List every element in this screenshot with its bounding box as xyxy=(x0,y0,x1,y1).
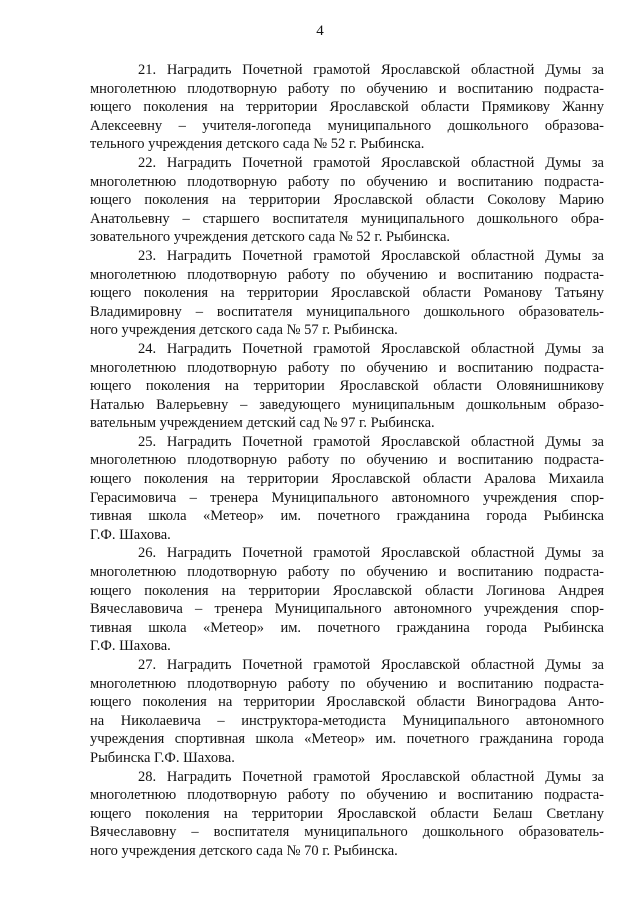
award-paragraph xyxy=(90,656,604,768)
paragraph-line: ющего поколения на территории Ярославской области Прямикову Жанну xyxy=(90,99,604,116)
paragraph-line: 26. Наградить Почетной грамотой Ярославской областной Думы за xyxy=(138,545,604,562)
paragraph-line: Г.Ф. Шахова. xyxy=(90,638,171,655)
award-paragraph xyxy=(90,768,604,861)
paragraph-line: многолетнюю плодотворную работу по обучению и воспитанию подраста- xyxy=(90,359,604,376)
award-paragraph xyxy=(90,544,604,656)
paragraph-line: ного учреждения детского сада № 57 г. Рыбинска. xyxy=(90,322,398,339)
paragraph-line: ющего поколения на территории Ярославской области Логинова Андрея xyxy=(90,582,604,599)
paragraph-line: многолетнюю плодотворную работу по обучению и воспитанию подраста- xyxy=(90,80,604,97)
paragraph-line: многолетнюю плодотворную работу по обучению и воспитанию подраста- xyxy=(90,266,604,283)
paragraph-line: Вячеславовича – тренера Муниципального автономного учреждения спор- xyxy=(90,601,604,618)
paragraph-line: ющего поколения на территории Ярославской области Виноградова Анто- xyxy=(90,694,604,711)
paragraph-line: Герасимовича – тренера Муниципального автономного учреждения спор- xyxy=(90,489,604,506)
paragraph-line: ющего поколения на территории Ярославской области Белаш Светлану xyxy=(90,805,604,822)
paragraph-line: ющего поколения на территории Ярославской области Оловянишникову xyxy=(90,378,604,395)
paragraph-line: 23. Наградить Почетной грамотой Ярославской областной Думы за xyxy=(138,247,604,264)
paragraph-line: Наталью Валерьевну – заведующего муниципальным дошкольным образо- xyxy=(90,396,604,413)
paragraph-line: многолетнюю плодотворную работу по обучению и воспитанию подраста- xyxy=(90,452,604,469)
paragraph-line: учреждения спортивная школа «Метеор» им. почетного гражданина города xyxy=(90,731,604,748)
paragraph-line: ющего поколения на территории Ярославской области Аралова Михаила xyxy=(90,471,604,488)
paragraph-line: 28. Наградить Почетной грамотой Ярославской областной Думы за xyxy=(138,768,604,785)
paragraph-line: ного учреждения детского сада № 70 г. Рыбинска. xyxy=(90,842,398,859)
paragraph-line: тивная школа «Метеор» им. почетного гражданина города Рыбинска xyxy=(90,508,604,525)
paragraph-line: на Николаевича – инструктора-методиста Муниципального автономного xyxy=(90,712,604,729)
paragraph-line: тивная школа «Метеор» им. почетного гражданина города Рыбинска xyxy=(90,619,604,636)
paragraph-line: зовательного учреждения детского сада № 52 г. Рыбинска. xyxy=(90,229,451,246)
paragraph-line: ющего поколения на территории Ярославской области Романову Татьяну xyxy=(90,285,604,302)
paragraph-line: тельного учреждения детского сада № 52 г. Рыбинска. xyxy=(90,136,425,153)
document-body xyxy=(90,61,604,861)
paragraph-line: многолетнюю плодотворную работу по обучению и воспитанию подраста- xyxy=(90,564,604,581)
paragraph-line: Г.Ф. Шахова. xyxy=(90,526,171,543)
paragraph-line: многолетнюю плодотворную работу по обучению и воспитанию подраста- xyxy=(90,173,604,190)
paragraph-line: Владимировну – воспитателя муниципального дошкольного образователь- xyxy=(90,303,604,320)
award-paragraph xyxy=(90,340,604,433)
paragraph-line: 27. Наградить Почетной грамотой Ярославской областной Думы за xyxy=(138,657,604,673)
page-number: 4 xyxy=(316,23,324,39)
award-paragraph xyxy=(90,247,604,340)
paragraph-line: 21. Наградить Почетной грамотой Ярославской областной Думы за xyxy=(138,62,604,78)
paragraph-line: 22. Наградить Почетной грамотой Ярославской областной Думы за xyxy=(138,154,604,171)
award-paragraph xyxy=(90,154,604,247)
paragraph-line: Анатольевну – старшего воспитателя муниципального дошкольного обра- xyxy=(90,210,604,227)
paragraph-line: 24. Наградить Почетной грамотой Ярославской областной Думы за xyxy=(138,340,604,357)
paragraph-line: 25. Наградить Почетной грамотой Ярославской областной Думы за xyxy=(138,433,604,450)
paragraph-line: Алексеевну – учителя-логопеда муниципального дошкольного образова- xyxy=(90,117,604,134)
award-paragraph xyxy=(90,61,604,154)
paragraph-line: Вячеславовну – воспитателя муниципального дошкольного образователь- xyxy=(90,824,604,841)
paragraph-line: многолетнюю плодотворную работу по обучению и воспитанию подраста- xyxy=(90,787,604,804)
paragraph-line: многолетнюю плодотворную работу по обучению и воспитанию подраста- xyxy=(90,675,604,692)
award-paragraph xyxy=(90,433,604,545)
paragraph-line: ющего поколения на территории Ярославской области Соколову Марию xyxy=(90,192,604,209)
paragraph-line: Рыбинска Г.Ф. Шахова. xyxy=(90,749,235,766)
paragraph-line: вательным учреждением детский сад № 97 г. Рыбинска. xyxy=(90,415,435,432)
